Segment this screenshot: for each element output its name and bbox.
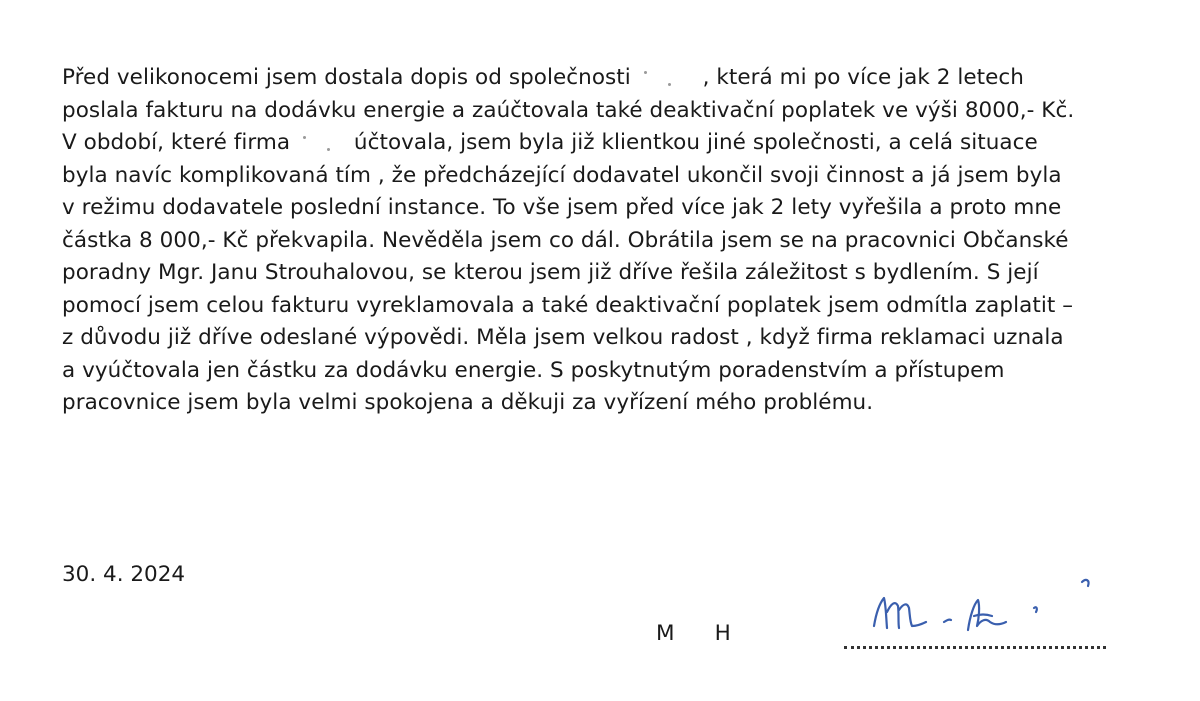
letter-line (62, 127, 1182, 160)
letter-line: a vyúčtovala jen částku za dodávku energie. S poskytnutým poradenstvím a přístupem (62, 357, 1005, 383)
letter-line: poslala fakturu na dodávku energie a zaúčtovala také deaktivační poplatek ve výši 8000,- Kč. (62, 97, 1075, 123)
letter-body (62, 62, 1182, 420)
letter-line: pomocí jsem celou fakturu vyreklamovala a také deaktivační poplatek jsem odmítla zaplatit – (62, 292, 1074, 318)
signer-initial-first: M (656, 621, 675, 646)
letter-line: poradny Mgr. Janu Strouhalovou, se kterou jsem již dříve řešila záležitost s bydlením. S její (62, 260, 1039, 285)
redacted-company-name (638, 67, 696, 87)
letter-text: účtovala, jsem byla již klientkou jiné společnosti, a celá situace (347, 130, 1038, 155)
redacted-company-name (297, 132, 347, 152)
letter-line (62, 62, 1182, 95)
letter-line: z důvodu již dříve odeslané výpovědi. Měla jsem velkou radost , když firma reklamaci uznala (62, 325, 1064, 350)
letter-line: pracovnice jsem byla velmi spokojena a děkuji za vyřízení mého problému. (62, 390, 874, 415)
letter-line: částka 8 000,- Kč překvapila. Nevěděla jsem co dál. Obrátila jsem se na pracovnici Občanské (62, 227, 1069, 253)
letter-text: Před velikonocemi jsem dostala dopis od společnosti (62, 65, 638, 90)
handwritten-signature (846, 576, 1106, 646)
letter-line: v režimu dodavatele poslední instance. To vše jsem před více jak 2 lety vyřešila a proto mne (62, 195, 1062, 220)
letter-text: V období, které firma (62, 130, 298, 155)
signature-block (656, 616, 1126, 656)
letter-text: , která mi po více jak 2 letech (695, 65, 1024, 90)
letter-line: byla navíc komplikovaná tím , že předcházející dodavatel ukončil svoji činnost a já jsem byla (62, 162, 1062, 188)
signer-initial-last: H (714, 621, 731, 646)
signer-name-redacted (656, 620, 786, 648)
letter-date: 30. 4. 2024 (62, 562, 186, 587)
